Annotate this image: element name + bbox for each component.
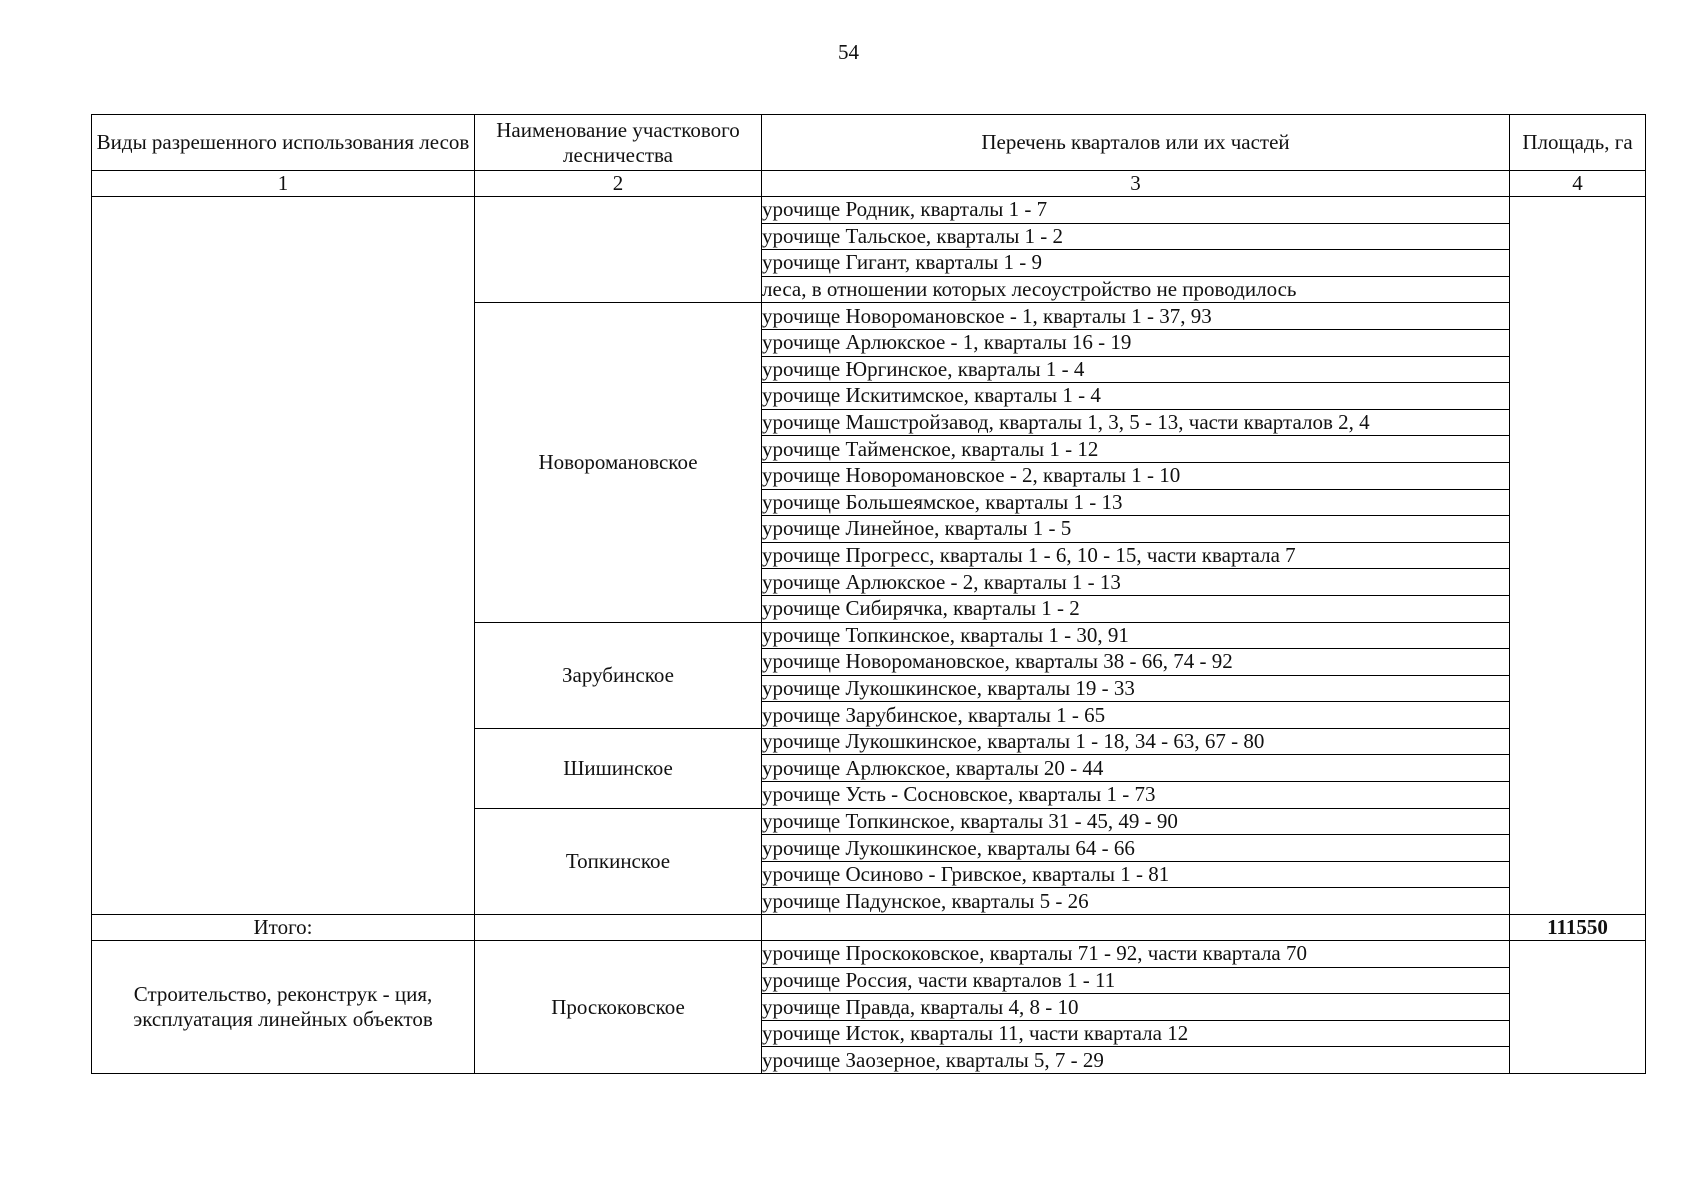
- quarter-cell: урочище Топкинское, кварталы 1 - 30, 91: [762, 622, 1510, 649]
- quarter-cell: урочище Тальское, кварталы 1 - 2: [762, 223, 1510, 250]
- quarter-cell: урочище Падунское, кварталы 5 - 26: [762, 888, 1510, 915]
- quarter-cell: урочище Искитимское, кварталы 1 - 4: [762, 383, 1510, 410]
- quarter-cell: урочище Сибирячка, кварталы 1 - 2: [762, 595, 1510, 622]
- column-number: 4: [1510, 171, 1646, 197]
- forestry-name: [475, 197, 762, 303]
- quarter-cell: урочище Усть - Сосновское, кварталы 1 - 73: [762, 782, 1510, 809]
- quarter-cell: урочище Лукошкинское, кварталы 1 - 18, 34 - 63, 67 - 80: [762, 728, 1510, 755]
- header-use-type: Виды разрешенного использования лесов: [92, 115, 475, 171]
- quarter-cell: урочище Юргинское, кварталы 1 - 4: [762, 356, 1510, 383]
- use-type-cell: [92, 197, 475, 915]
- quarter-cell: леса, в отношении которых лесоустройство не проводилось: [762, 276, 1510, 303]
- header-quarters: Перечень кварталов или их частей: [762, 115, 1510, 171]
- quarter-cell: урочище Лукошкинское, кварталы 19 - 33: [762, 675, 1510, 702]
- quarter-cell: урочище Новоромановское - 2, кварталы 1 - 10: [762, 462, 1510, 489]
- total-row: [92, 915, 1646, 941]
- quarter-cell: урочище Россия, части кварталов 1 - 11: [762, 967, 1510, 994]
- area-cell: [1510, 197, 1646, 915]
- column-number: 3: [762, 171, 1510, 197]
- column-number: 2: [475, 171, 762, 197]
- quarter-cell: урочище Машстройзавод, кварталы 1, 3, 5 - 13, части кварталов 2, 4: [762, 409, 1510, 436]
- quarter-cell: урочище Зарубинское, кварталы 1 - 65: [762, 702, 1510, 729]
- quarter-cell: урочище Проскоковское, кварталы 71 - 92, части квартала 70: [762, 941, 1510, 968]
- header-forestry: Наименование участкового лесничества: [475, 115, 762, 171]
- quarter-cell: урочище Арлюкское - 2, кварталы 1 - 13: [762, 569, 1510, 596]
- table-row: [92, 197, 1646, 224]
- quarter-cell: урочище Лукошкинское, кварталы 64 - 66: [762, 835, 1510, 862]
- column-number: 1: [92, 171, 475, 197]
- quarter-cell: урочище Арлюкское, кварталы 20 - 44: [762, 755, 1510, 782]
- table-row: [92, 941, 1646, 968]
- column-number-row: [92, 171, 1646, 197]
- quarter-cell: урочище Новоромановское - 1, кварталы 1 - 37, 93: [762, 303, 1510, 330]
- forestry-name: Новоромановское: [475, 303, 762, 622]
- total-empty-cell: [475, 915, 762, 941]
- header-area: Площадь, га: [1510, 115, 1646, 171]
- quarter-cell: урочище Осиново - Гривское, кварталы 1 - 81: [762, 861, 1510, 888]
- quarter-cell: урочище Арлюкское - 1, кварталы 16 - 19: [762, 329, 1510, 356]
- quarter-cell: урочище Тайменское, кварталы 1 - 12: [762, 436, 1510, 463]
- quarter-cell: урочище Гигант, кварталы 1 - 9: [762, 250, 1510, 277]
- header-row: [92, 115, 1646, 171]
- quarter-cell: урочище Прогресс, кварталы 1 - 6, 10 - 15, части квартала 7: [762, 542, 1510, 569]
- forestry-name: Топкинское: [475, 808, 762, 914]
- forestry-name: Зарубинское: [475, 622, 762, 728]
- total-area: 111550: [1510, 915, 1646, 941]
- forest-use-table: [91, 114, 1646, 1074]
- quarter-cell: урочище Новоромановское, кварталы 38 - 66, 74 - 92: [762, 649, 1510, 676]
- total-label: Итого:: [92, 915, 475, 941]
- page-number: 54: [838, 40, 859, 64]
- quarter-cell: урочище Правда, кварталы 4, 8 - 10: [762, 994, 1510, 1021]
- quarter-cell: урочище Топкинское, кварталы 31 - 45, 49 - 90: [762, 808, 1510, 835]
- total-empty-cell: [762, 915, 1510, 941]
- area-cell: [1510, 941, 1646, 1074]
- forestry-name: Проскоковское: [475, 941, 762, 1074]
- use-type-name: Строительство, реконструк - ция, эксплуатация линейных объектов: [92, 941, 475, 1074]
- quarter-cell: урочище Линейное, кварталы 1 - 5: [762, 516, 1510, 543]
- quarter-cell: урочище Родник, кварталы 1 - 7: [762, 197, 1510, 224]
- quarter-cell: урочище Исток, кварталы 11, части квартала 12: [762, 1020, 1510, 1047]
- quarter-cell: урочище Большеямское, кварталы 1 - 13: [762, 489, 1510, 516]
- forestry-name: Шишинское: [475, 728, 762, 808]
- quarter-cell: урочище Заозерное, кварталы 5, 7 - 29: [762, 1047, 1510, 1074]
